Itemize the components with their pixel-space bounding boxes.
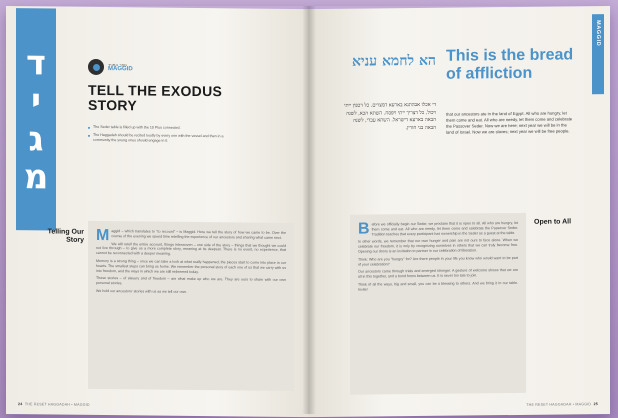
bullet-item: The Seder table is filled up with the 10 Plus connected. [88,125,238,132]
paragraph: We hold our ancestors' stories with us as we tell our own. [96,288,188,294]
paragraph: Maggid – which translates to "to recount" – is Maggid. Here we tell the story of how we came to be. Over the course of the evening we spend time retelling the experience of our ancestors and sharing what came next. [96,226,286,245]
paragraph: Our ancestors came through trials and emerged stronger. A gesture of welcome shows that we are all in this together, and a bond forms between us. It is never too late to join. [358,268,518,279]
dropcap-m: M [96,226,110,245]
footer-text: THE RESET HAGGADAH • MAGGID [24,402,90,407]
side-heading-open: Open to All [534,218,572,226]
right-page [308,6,610,417]
page-number: 25 [593,402,598,407]
text-box-right [350,213,526,395]
badge-hebrew-label: ספר המגיד [108,62,127,68]
footer-right [526,402,598,407]
paragraph: Memory is a strong thing – once we can take a look at what really happened, the pieces start to come into place in our hearts. The smallest steps can bring us home. We remember the personal story of each one of us that we carry with us into freedom, and the ways in which we are still redeemed today. [96,258,286,274]
bullet-item: The Haggadah should be recited loudly by every one with the vessel and then in a community the young ones should engage in it. [88,133,238,145]
side-heading-telling: Telling Our Story [47,228,84,244]
left-page [6,6,308,417]
paragraph: Think of all the ways, big and small, you can be a blessing to others. And we bring it to our table. Invite! [358,280,518,292]
page-title: TELL THE EXODUS STORY [88,81,223,114]
section-badge [88,59,133,75]
text-box-left [88,221,294,391]
badge-label: MAGGID [108,66,133,73]
intro-bullets [88,125,238,148]
paragraph: In other words, we remember that our own hunger and pain are not ours to face alone. When we celebrate our freedom, it is only by recognizing ourselves in others that we can truly become free. Opening our doors is an invitation to partner in our celebration of liberation. [358,238,518,254]
page-number: 24 [18,402,23,407]
paragraph: Before we officially begin our Seder, we proclaim that it is open to all. All who are hungry, let them come and eat. All who are needy, let them come and celebrate the Passover Seder. Tradition teaches that every participant has ownership in the Seder as a guest at the table. [358,220,518,238]
paragraph: Think: Who are you "hungry" for? Are there people in your life you know who would want to be part of your celebration? [358,255,518,267]
hebrew-body: די אכלו אבהתנא בארעא דמצרים. כל דכפין ייתי ויכול, כל דצריך ייתי ויפסח. השתא הכא, לשנה הבאה בארעא דישראל. השתא עבדי, לשנה הבאה בני חורין. [344,101,436,131]
dropcap-b: B [358,220,370,238]
section-badge-icon [88,59,104,75]
book-gutter [302,6,316,414]
english-headline: This is the bread of affliction [446,46,574,83]
paragraph: These stories – of slavery and of freedom – are what make up who we are. They are ours to share with our own personal stories. [96,276,286,286]
english-body: that our ancestors ate in the land of Egypt. All who are hungry, let them come and eat. All who are needy, let them come and celebrate the Passover Seder. Now we are here; next year we will be in the land of Israel. Now we are slaves; next year we will be free people. [446,110,573,135]
footer-left [18,402,90,407]
hebrew-headline: הא לחמא עניא [351,52,436,70]
maggid-tab: MAGGID [592,14,604,94]
footer-text: THE RESET HAGGADAH • MAGGID [526,402,592,407]
paragraph: We will retell the entire account, things interwoven – one side of the story – things that we thought we could not live through – to give us a more complete story, meaning at its deepest. There is no event, no experience, that cannot be reconnected with a deeper meaning. [96,241,286,256]
text-box-right-body [358,221,518,295]
vertical-hebrew-title: מגיד [16,8,56,230]
book-spread [6,6,610,414]
text-box-left-body [96,226,286,299]
